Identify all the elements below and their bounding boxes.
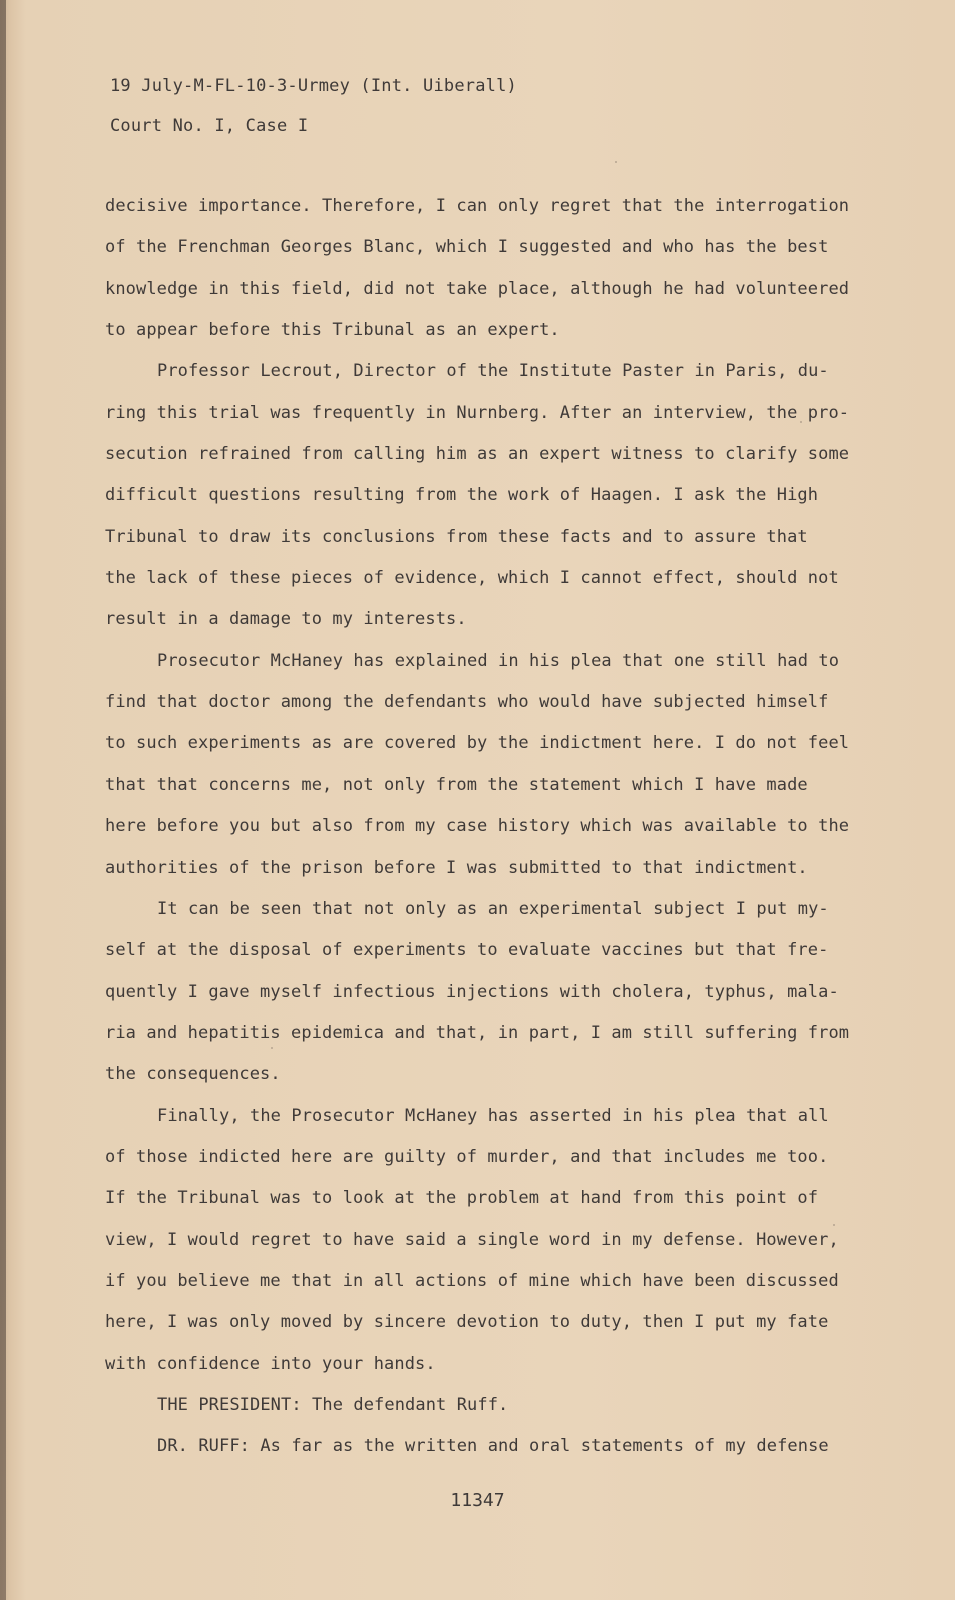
text-line: Prosecutor McHaney has explained in his plea that one still had to	[157, 650, 840, 671]
paper-speck	[615, 161, 617, 163]
header-reference: 19 July-M-FL-10-3-Urmey (Int. Uiberall)	[110, 76, 517, 96]
text-line: Tribunal to draw its conclusions from these facts and to assure that	[105, 526, 808, 547]
text-line: Finally, the Prosecutor McHaney has asserted in his plea that all	[157, 1105, 829, 1126]
text-line: ria and hepatitis epidemica and that, in part, I am still suffering from	[105, 1022, 850, 1043]
text-line: view, I would regret to have said a single word in my defense. However,	[105, 1229, 839, 1250]
text-line: to such experiments as are covered by the indictment here. I do not feel	[105, 733, 850, 754]
text-line: result in a damage to my interests.	[105, 609, 467, 630]
text-line: with confidence into your hands.	[105, 1353, 436, 1374]
text-line: that that concerns me, not only from the statement which I have made	[105, 774, 808, 795]
text-line: quently I gave myself infectious injections with cholera, typhus, mala-	[105, 981, 839, 1002]
text-line: if you believe me that in all actions of mine which have been discussed	[105, 1270, 839, 1291]
text-line: self at the disposal of experiments to evaluate vaccines but that fre-	[105, 940, 829, 961]
paper-speck	[833, 1224, 835, 1226]
text-line: secution refrained from calling him as an expert witness to clarify some	[105, 444, 850, 465]
text-line: the lack of these pieces of evidence, which I cannot effect, should not	[105, 568, 839, 589]
text-line: ring this trial was frequently in Nurnberg. After an interview, the pro-	[105, 402, 850, 423]
torn-left-edge	[0, 0, 6, 1600]
text-line: DR. RUFF: As far as the written and oral statements of my defense	[157, 1436, 829, 1457]
text-line: If the Tribunal was to look at the problem at hand from this point of	[105, 1188, 819, 1209]
document-header	[110, 66, 870, 146]
text-line: decisive importance. Therefore, I can only regret that the interrogation	[105, 196, 850, 216]
transcript-body	[105, 186, 850, 1468]
header-court: Court No. I, Case I	[110, 116, 309, 136]
text-line: Professor Lecrout, Director of the Institute Paster in Paris, du-	[157, 361, 829, 382]
text-line: of the Frenchman Georges Blanc, which I suggested and who has the best	[105, 237, 829, 258]
text-line: to appear before this Tribunal as an expert.	[105, 320, 560, 341]
text-line: of those indicted here are guilty of murder, and that includes me too.	[105, 1146, 829, 1167]
text-line: difficult questions resulting from the work of Haagen. I ask the High	[105, 485, 819, 506]
paper-speck	[800, 421, 802, 423]
text-line: here before you but also from my case history which was available to the	[105, 816, 850, 837]
text-line: here, I was only moved by sincere devotion to duty, then I put my fate	[105, 1312, 829, 1333]
text-line: authorities of the prison before I was submitted to that indictment.	[105, 857, 808, 878]
text-line: THE PRESIDENT: The defendant Ruff.	[157, 1394, 509, 1415]
text-line: find that doctor among the defendants who would have subjected himself	[105, 692, 829, 713]
text-line: It can be seen that not only as an experimental subject I put my-	[157, 898, 829, 919]
paper-speck	[271, 1047, 273, 1049]
text-line: the consequences.	[105, 1064, 281, 1085]
text-line: knowledge in this field, did not take place, although he had volunteered	[105, 278, 850, 299]
page-number: 11347	[450, 1490, 505, 1511]
